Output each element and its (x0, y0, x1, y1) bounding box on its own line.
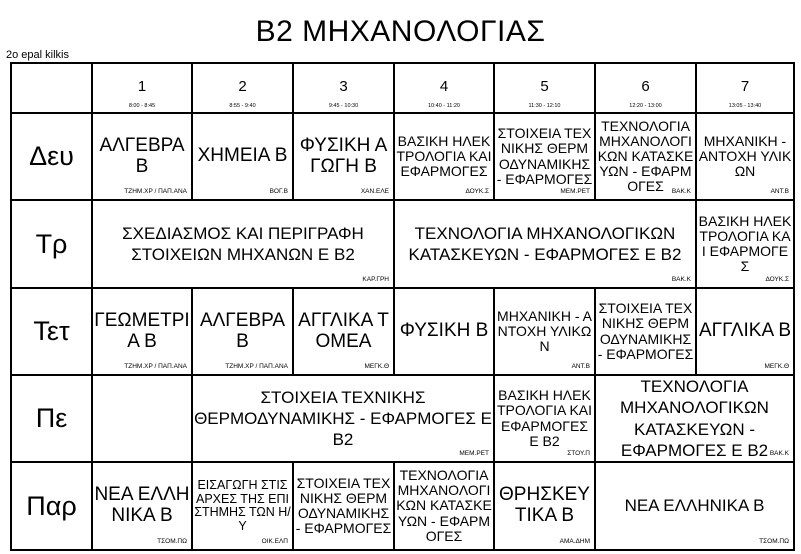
period-time: 10:40 - 11:20 (427, 103, 460, 109)
lesson-cell[interactable] (697, 201, 793, 287)
period-header-2 (193, 64, 292, 112)
period-time: 13:05 - 13:40 (728, 103, 762, 109)
lesson-teacher: ΑΝΤ.Β (770, 188, 789, 195)
lesson-cell[interactable] (93, 463, 191, 549)
lesson-cell[interactable] (193, 376, 493, 461)
lesson-teacher: ΒΑΚ.Κ (671, 188, 691, 195)
lesson-teacher: ΒΑΚ.Κ (671, 276, 691, 283)
lesson-subject: ΣΧΕΔΙΑΣΜΟΣ ΚΑΙ ΠΕΡΙΓΡΑΦΗ ΣΤΟΙΧΕΙΩΝ ΜΗΧΑΝΩΝ Ε Β2 (122, 223, 364, 264)
period-time: 8:00 - 8:45 (128, 103, 156, 109)
lesson-teacher: ΣΤΟΥ.Π (567, 450, 590, 457)
column-divider (594, 64, 596, 112)
lesson-subject: ΤΕΧΝΟΛΟΓΙΑ ΜΗΧΑΝΟΛΟΓΙΚΩΝ ΚΑΤΑΣΚΕΥΩΝ - ΕΦΑΡΜΟΓΕΣ Ε Β2 (408, 223, 682, 264)
period-header-3 (294, 64, 393, 112)
lesson-subject: ΤΕΧΝΟΛΟΓΙΑ ΜΗΧΑΝΟΛΟΓΙΚΩΝ ΚΑΤΑΣΚΕΥΩΝ - ΕΦΑΡΜΟΓΕΣ Ε Β2 (620, 377, 769, 460)
period-number: 1 (137, 78, 147, 95)
lesson-cell[interactable] (495, 114, 594, 199)
period-time: 8:55 - 9:40 (229, 103, 256, 109)
lesson-subject: ΣΤΟΙΧΕΙΑ ΤΕΧΝΙΚΗΣ ΘΕΡΜΟΔΥΝΑΜΙΚΗΣ - ΕΦΑΡΜΟΓΕΣ Ε Β2 (194, 387, 492, 450)
lesson-teacher: ΒΟΓ.Β (269, 188, 288, 195)
lesson-subject: ΝΕΑ ΕΛΛΗΝΙΚΑ Β (94, 484, 190, 526)
lesson-subject: ΦΥΣΙΚΗ ΑΓΩΓΗ Β (299, 134, 388, 177)
lesson-cell[interactable] (93, 289, 191, 374)
timetable-grid (10, 62, 795, 551)
lesson-subject: ΦΥΣΙΚΗ Β (399, 320, 489, 342)
lesson-cell[interactable] (395, 463, 493, 549)
lesson-cell[interactable] (495, 289, 594, 374)
page-title: Β2 ΜΗΧΑΝΟΛΟΓΙΑΣ (255, 15, 546, 48)
lesson-subject: ΣΤΟΙΧΕΙΑ ΤΕΧΝΙΚΗΣ ΘΕΡΜΟΔΥΝΑΜΙΚΗΣ - ΕΦΑΡΜΟΓΕΣ (496, 125, 593, 187)
lesson-cell[interactable] (193, 289, 292, 374)
lesson-cell[interactable] (697, 289, 793, 374)
lesson-subject: ΤΕΧΝΟΛΟΓΙΑ ΜΗΧΑΝΟΛΟΓΙΚΩΝ ΚΑΤΑΣΚΕΥΩΝ - ΕΦΑΡΜΟΓΕΣ (396, 467, 492, 544)
period-number: 6 (641, 78, 650, 95)
lesson-cell[interactable] (93, 201, 393, 287)
lesson-teacher: ΚΑΡ.ΓΡΗ (362, 276, 389, 283)
lesson-cell[interactable] (193, 463, 292, 549)
lesson-cell[interactable] (395, 201, 695, 287)
lesson-subject: ΜΗΧΑΝΙΚΗ - ΑΝΤΟΧΗ ΥΛΙΚΩΝ (497, 307, 592, 355)
lesson-subject: ΤΕΧΝΟΛΟΓΙΑ ΜΗΧΑΝΟΛΟΓΙΚΩΝ ΚΑΤΑΣΚΕΥΩΝ - ΕΦΑΡΜΟΓΕΣ (597, 117, 694, 195)
lesson-subject: ΒΑΣΙΚΗ ΗΛΕΚΤΡΟΛΟΓΙΑ ΚΑΙ ΕΦΑΡΜΟΓΕΣ (396, 132, 492, 180)
period-header-1 (93, 64, 191, 112)
period-header-4 (395, 64, 493, 112)
lesson-cell[interactable] (193, 114, 292, 199)
lesson-teacher: ΤΣΟΜ.ΠΩ (759, 538, 789, 545)
period-time: 12:20 - 13:00 (629, 103, 662, 109)
lesson-teacher: ΜΕΓΚ.Θ (764, 363, 789, 370)
lesson-teacher: ΑΜΑ.ΔΗΜ (559, 538, 590, 545)
lesson-subject: ΘΡΗΣΚΕΥΤΙΚΑ Β (499, 484, 590, 526)
day-label-5: Παρ (26, 490, 77, 521)
lesson-cell[interactable] (495, 376, 594, 461)
lesson-cell[interactable] (294, 463, 393, 549)
lesson-cell[interactable] (596, 376, 793, 461)
lesson-subject: ΒΑΣΙΚΗ ΗΛΕΚΤΡΟΛΟΓΙΑ ΚΑΙ ΕΦΑΡΜΟΓΕΣ Ε Β2 (496, 387, 593, 449)
lesson-teacher: ΔΟΥΚ.Σ (465, 188, 489, 195)
lesson-cell[interactable] (294, 114, 393, 199)
lesson-subject: ΝΕΑ ΕΛΛΗΝΙΚΑ Β (624, 496, 765, 516)
lesson-teacher: ΜΕΜ.ΡΕΤ (560, 188, 590, 195)
day-label-2: Τρ (35, 228, 68, 259)
lesson-teacher: ΤΣΟΜ.ΠΩ (157, 538, 187, 545)
lesson-teacher: ΔΟΥΚ.Σ (765, 276, 789, 283)
lesson-subject: ΧΗΜΕΙΑ Β (197, 145, 288, 167)
period-number: 3 (339, 78, 348, 95)
lesson-cell[interactable] (395, 114, 493, 199)
period-number: 5 (540, 78, 549, 95)
lesson-teacher: ΑΝΤ.Β (571, 363, 590, 370)
lesson-teacher: ΟΙΚ.ΕΛΠ (261, 538, 288, 545)
column-divider (191, 64, 193, 112)
lesson-teacher: ΤΖΗΜ.ΧΡ / ΠΑΠ.ΑΝΑ (225, 363, 288, 370)
school-name: 2o epal kilkis (6, 49, 69, 61)
period-number: 4 (439, 78, 449, 95)
day-label-4: Πε (35, 403, 68, 433)
column-divider (493, 64, 495, 112)
period-time: 9:45 - 10:30 (328, 103, 359, 109)
lesson-subject: ΑΓΓΛΙΚΑ ΤΟΜΕΑ (298, 309, 389, 352)
lesson-subject: ΑΓΓΛΙΚΑ Β (698, 320, 792, 342)
lesson-cell[interactable] (596, 463, 793, 549)
lesson-cell[interactable] (294, 289, 393, 374)
lesson-subject: ΣΤΟΙΧΕΙΑ ΤΕΧΝΙΚΗΣ ΘΕΡΜΟΔΥΝΑΜΙΚΗΣ - ΕΦΑΡΜΟΓΕΣ (295, 474, 392, 537)
period-time: 11:30 - 12:10 (528, 103, 561, 109)
lesson-teacher: ΤΖΗΜ.ΧΡ / ΠΑΠ.ΑΝΑ (124, 188, 187, 195)
lesson-cell[interactable] (596, 114, 695, 199)
lesson-subject: ΑΛΓΕΒΡΑ Β (99, 134, 185, 177)
lesson-subject: ΑΛΓΕΒΡΑ Β (199, 309, 286, 352)
column-divider (393, 64, 395, 112)
period-header-7 (697, 64, 793, 112)
lesson-teacher: ΜΕΜ.ΡΕΤ (459, 450, 489, 457)
lesson-cell[interactable] (697, 114, 793, 199)
lesson-teacher: ΒΑΚ.Κ (769, 450, 789, 457)
lesson-subject: ΜΗΧΑΝΙΚΗ - ΑΝΤΟΧΗ ΥΛΙΚΩΝ (698, 132, 792, 180)
column-divider (292, 64, 294, 112)
period-header-6 (596, 64, 695, 112)
period-number: 2 (238, 78, 247, 95)
lesson-teacher: ΜΕΓΚ.Θ (364, 363, 389, 370)
lesson-teacher: ΤΖΗΜ.ΧΡ / ΠΑΠ.ΑΝΑ (124, 363, 187, 370)
day-label-1: Δευ (29, 141, 74, 171)
day-label-3: Τετ (33, 316, 70, 346)
lesson-subject: ΓΕΩΜΕΤΡΙΑ Β (94, 309, 190, 352)
lesson-subject: ΕΙΣΑΓΩΓΗ ΣΤΙΣ ΑΡΧΕΣ ΤΗΣ ΕΠΙΣΤΗΜΗΣ ΤΩΝ Η/Υ (194, 478, 291, 533)
lesson-cell[interactable] (395, 289, 493, 374)
column-divider (695, 64, 697, 112)
lesson-subject: ΒΑΣΙΚΗ ΗΛΕΚΤΡΟΛΟΓΙΑ ΚΑΙ ΕΦΑΡΜΟΓΕΣ (698, 212, 792, 275)
period-header-5 (495, 64, 594, 112)
lesson-cell[interactable] (495, 463, 594, 549)
lesson-teacher: ΧΑΝ.ΕΛΕ (360, 188, 389, 195)
lesson-cell[interactable] (596, 289, 695, 374)
lesson-cell[interactable] (93, 114, 191, 199)
period-number: 7 (740, 78, 750, 95)
lesson-subject: ΣΤΟΙΧΕΙΑ ΤΕΧΝΙΚΗΣ ΘΕΡΜΟΔΥΝΑΜΙΚΗΣ - ΕΦΑΡΜΟΓΕΣ (597, 300, 694, 362)
